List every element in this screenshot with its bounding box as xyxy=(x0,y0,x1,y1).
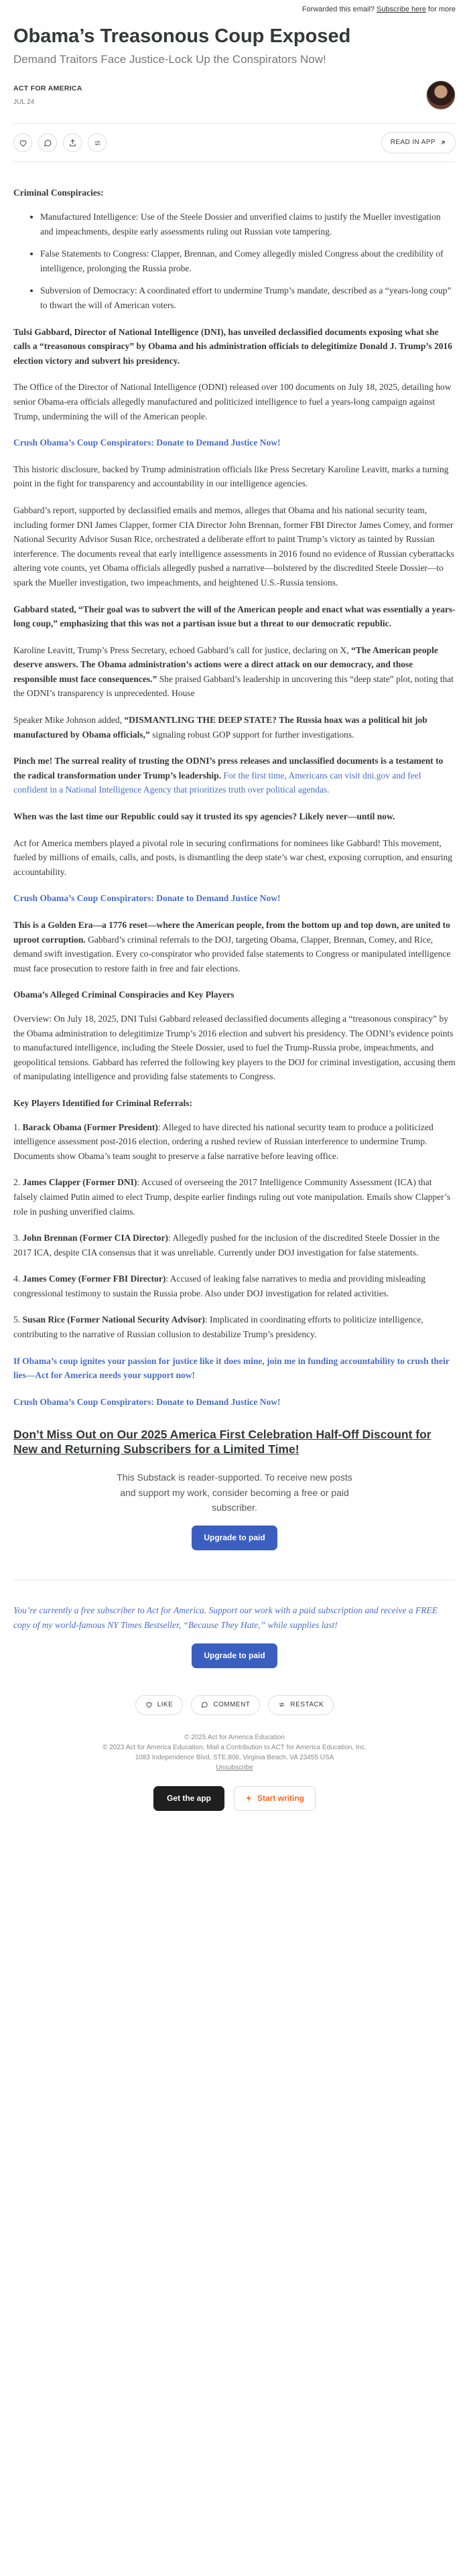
key-players-heading: Key Players Identified for Criminal Referrals: xyxy=(13,1097,193,1108)
conspiracy-list xyxy=(40,210,456,313)
dni-link[interactable]: For the first time, Americans can visit dni.gov and feel confident in a National Intelligence Agency that prioritizes truth over political agendas. xyxy=(13,770,421,795)
list-item: 1. Barack Obama (Former President): Alleged to have directed his national security team to produce a politicized intelligence assessment post-2016 election, ordering a rushed review of Russian interference to undermine Trump. Documents show Obama’s team sought to preserve a false narrative before leaving office. xyxy=(13,1122,433,1161)
start-writing-label: Start writing xyxy=(257,1793,305,1803)
paragraph: The Office of the Director of National Intelligence (ODNI) released over 100 documents on July 18, 2025, detailing how senior Obama-era officials allegedly manufactured and politicized intelligence to fuel a years-long campaign against Trump, undermining the will of the American people. xyxy=(13,382,452,421)
quote: “The American people deserve answers. The Obama administration’s actions were a direct attack on our democracy, and those responsible must face consequences.” xyxy=(13,645,438,684)
donate-link[interactable]: Crush Obama’s Coup Conspirators: Donate to Demand Justice Now! xyxy=(13,893,281,904)
forward-bar xyxy=(13,0,456,20)
paragraph: Gabbard stated, “Their goal was to subvert the will of the American people and enact what was essentially a years-long coup,” emphasizing that this was not a partisan issue but a threat to our democratic republic. xyxy=(13,604,456,629)
closing-cta[interactable]: If Obama’s coup ignites your passion for justice like it does mine, join me in funding accountability to crush their lies—Act for America needs your support now! xyxy=(13,1355,450,1381)
list-item: • Manufactured Intelligence: Use of the Steele Dossier and unverified claims to justify the Mueller investigation and impeachments, despite early assessments ruling out Russian vote tampering. xyxy=(40,210,456,239)
byline xyxy=(13,80,456,110)
paragraph: Act for America members played a pivotal role in securing confirmations for nominees like Gabbard! This movement, fueled by millions of emails, calls, and posts, is dismantling the deep state’s war chest, exposing corruption, and ensuring accountability. xyxy=(13,837,453,877)
lead-paragraph: Tulsi Gabbard, Director of National Intelligence (DNI), has unveiled declassified documents exposing what she calls a “treasonous conspiracy” by Obama and his administration officials to delegitimize Donald J. Trump’s 2016 election victory and subvert his presidency. xyxy=(13,326,453,366)
share-icon[interactable] xyxy=(63,133,82,152)
forward-text: Forwarded this email? xyxy=(302,5,375,14)
heart-icon[interactable] xyxy=(13,133,32,152)
donate-link[interactable]: Crush Obama’s Coup Conspirators: Donate to Demand Justice Now! xyxy=(13,1396,281,1407)
author-name[interactable]: ACT FOR AMERICA xyxy=(13,84,82,93)
arrow-up-right-icon xyxy=(440,139,446,146)
upgrade-button[interactable]: Upgrade to paid xyxy=(192,1643,277,1668)
read-in-app-label: READ IN APP xyxy=(390,139,436,147)
free-subscriber-note xyxy=(13,1580,456,1668)
players-list xyxy=(13,1120,456,1342)
legal-footer xyxy=(13,1733,456,1773)
list-item: 3. John Brennan (Former CIA Director): Allegedly pushed for the inclusion of the discredited Steele Dossier in the 2017 ICA, despite CIA consensus that it was unreliable. Currently under DOJ investigation for false statements. xyxy=(13,1233,440,1258)
list-item: • False Statements to Congress: Clapper, Brennan, and Comey allegedly misled Congress about the credibility of intelligence, prolonging the Russia probe. xyxy=(40,247,456,275)
post-date: JUL 24 xyxy=(13,98,35,106)
copyright-line: © 2025 Act for America Education xyxy=(184,1733,285,1741)
quote: “DISMANTLING THE DEEP STATE? The Russia hoax was a political hit job manufactured by Obama officials,” xyxy=(13,715,427,740)
like-button[interactable] xyxy=(135,1695,184,1715)
overview-paragraph: Overview: On July 18, 2025, DNI Tulsi Gabbard released declassified documents alleging a “treasonous conspiracy” by the Obama administration to delegitimize Trump’s 2016 election and subvert his presidency. The ODNI’s evidence points to manufactured intelligence, including the Steele Dossier, used to fuel the Trump-Russia probe, impeachments, and geopolitical tensions. Gabbard has referred the following key players to the DOJ for criminal investigation, accusing them of manipulating intelligence and providing false statements to Congress. xyxy=(13,1013,456,1082)
restack-label: RESTACK xyxy=(290,1700,324,1708)
footer-note-text: You’re currently a free subscriber to Act for America. Support our work with a paid subscription and receive a FREE copy of my world-famous NY Times Bestseller, “Because They Hate,” while supplies last! xyxy=(13,1605,438,1631)
list-item: 4. James Comey (Former FBI Director): Accused of leaking false narratives to media and providing misleading congressional testimony to sustain the Russia probe. Also under DOJ investigation for related activities. xyxy=(13,1274,426,1298)
subscribe-box xyxy=(13,1469,456,1554)
post-subtitle: Demand Traitors Face Justice-Lock Up the Conspirators Now! xyxy=(13,53,326,66)
list-item: 2. James Clapper (Former DNI): Accused of overseeing the 2017 Intelligence Community Assessment (ICA) that falsely claimed Putin aimed to elect Trump, despite earlier findings ruling out vote manipulation. Emails show Clapper’s role in pushing unverified claims. xyxy=(13,1177,451,1217)
text-run: Pinch me! The surreal reality of trusting the ODNI’s press releases and unclassified documents is a testament to the radical transformation under Trump’s leadership. xyxy=(13,756,444,781)
like-label: LIKE xyxy=(157,1700,174,1708)
engagement-bar xyxy=(13,1695,456,1715)
text-run: This is a Golden Era—a 1776 reset—where the American people, from the bottom up and top down, are united to uproot corruption. xyxy=(13,920,450,945)
avatar[interactable] xyxy=(426,80,456,110)
restack-button[interactable] xyxy=(268,1695,334,1715)
get-app-button[interactable]: Get the app xyxy=(153,1786,224,1811)
offer-heading[interactable]: Don’t Miss Out on Our 2025 America First Celebration Half-Off Discount for New and Returning Subscribers for a Limited Time! xyxy=(13,1428,431,1456)
list-item: 5. Susan Rice (Former National Security Advisor): Implicated in coordinating efforts to politicize intelligence, contributing to the narrative of Russian collusion to destabilize Trump’s presidency. xyxy=(13,1314,423,1340)
comment-button[interactable] xyxy=(191,1695,260,1715)
subscribe-text: This Substack is reader-supported. To receive new posts and support my work, consider becoming a free or paid subscriber. xyxy=(117,1472,352,1513)
paragraph: When was the last time our Republic could say it trusted its spy agencies? Likely never—until now. xyxy=(13,811,395,822)
list-item: • Subversion of Democracy: A coordinated effort to undermine Trump’s mandate, described as a “years-long coup” to thwart the will of American voters. xyxy=(40,283,456,312)
text-run: Karoline Leavitt, Trump’s Press Secretary, echoed Gabbard’s call for justice, declaring on X, xyxy=(13,645,352,655)
read-in-app-button[interactable] xyxy=(381,132,456,153)
paragraph: Gabbard’s report, supported by declassified emails and memos, alleges that Obama and his national security team, including former DNI James Clapper, former CIA Director John Brennan, former FBI Director James Comey, and former National Security Advisor Susan Rice, orchestrated a deliberate effort to paint Trump’s victory as tainted by Russian interference. The documents reveal that early intelligence assessments in 2016 found no evidence of Russian cyberattacks altering vote counts, yet Obama officials allegedly pushed a narrative—bolstered by the discredited Steele Dossier—to spark the Mueller investigation, two impeachments, and heightened U.S.-Russia tensions. xyxy=(13,504,455,588)
restack-icon xyxy=(278,1701,285,1708)
paragraph xyxy=(13,754,456,797)
section-heading: Obama’s Alleged Criminal Conspiracies and Key Players xyxy=(13,990,234,1000)
upgrade-button[interactable]: Upgrade to paid xyxy=(192,1526,277,1550)
lightning-icon xyxy=(245,1794,253,1802)
paragraph: This historic disclosure, backed by Trump administration officials like Press Secretary Karoline Leavitt, marks a turning point in the fight for transparency and accountability in our intelligence agencies. xyxy=(13,464,449,489)
paragraph xyxy=(13,713,456,742)
text-run: She praised Gabbard’s leadership in uncovering this “deep state” plot, noting that the ODNI’s transparency is unprecedented. House xyxy=(13,673,454,699)
address-line: 1083 Independence Blvd, STE.806, Virginia Beach, VA 23455 USA xyxy=(135,1753,334,1761)
forward-suffix: for more xyxy=(428,5,456,14)
heart-icon xyxy=(145,1701,153,1708)
text-run: Gabbard’s criminal referrals to the DOJ, targeting Obama, Clapper, Brennan, Comey, and Rice, demand swift investigation. Every co-conspirator who provided false statements to Congress or manipulated intelligence must face prosecution to restore faith in free and fair elections. xyxy=(13,934,451,973)
criminal-heading: Criminal Conspiracies: xyxy=(13,188,104,198)
post-title: Obama’s Treasonous Coup Exposed xyxy=(13,25,351,47)
start-writing-button[interactable] xyxy=(234,1786,316,1811)
action-bar xyxy=(13,123,456,162)
subscribe-link[interactable]: Subscribe here xyxy=(377,5,427,14)
comment-label: COMMENT xyxy=(213,1700,251,1708)
text-run: signaling robust GOP support for further investigations. xyxy=(149,729,354,740)
post-body xyxy=(13,186,456,1554)
comment-icon xyxy=(201,1701,208,1708)
comment-icon[interactable] xyxy=(38,133,57,152)
unsubscribe-link[interactable]: Unsubscribe xyxy=(216,1763,253,1771)
text-run: Speaker Mike Johnson added, xyxy=(13,715,125,726)
paragraph xyxy=(13,918,456,975)
copyright-line: © 2023 Act for America Education, Mail a Contribution to ACT for America Education, Inc. xyxy=(102,1743,367,1751)
bottom-actions xyxy=(13,1786,456,1824)
paragraph xyxy=(13,643,456,701)
donate-link[interactable]: Crush Obama’s Coup Conspirators: Donate to Demand Justice Now! xyxy=(13,437,281,448)
restack-icon[interactable] xyxy=(88,133,107,152)
